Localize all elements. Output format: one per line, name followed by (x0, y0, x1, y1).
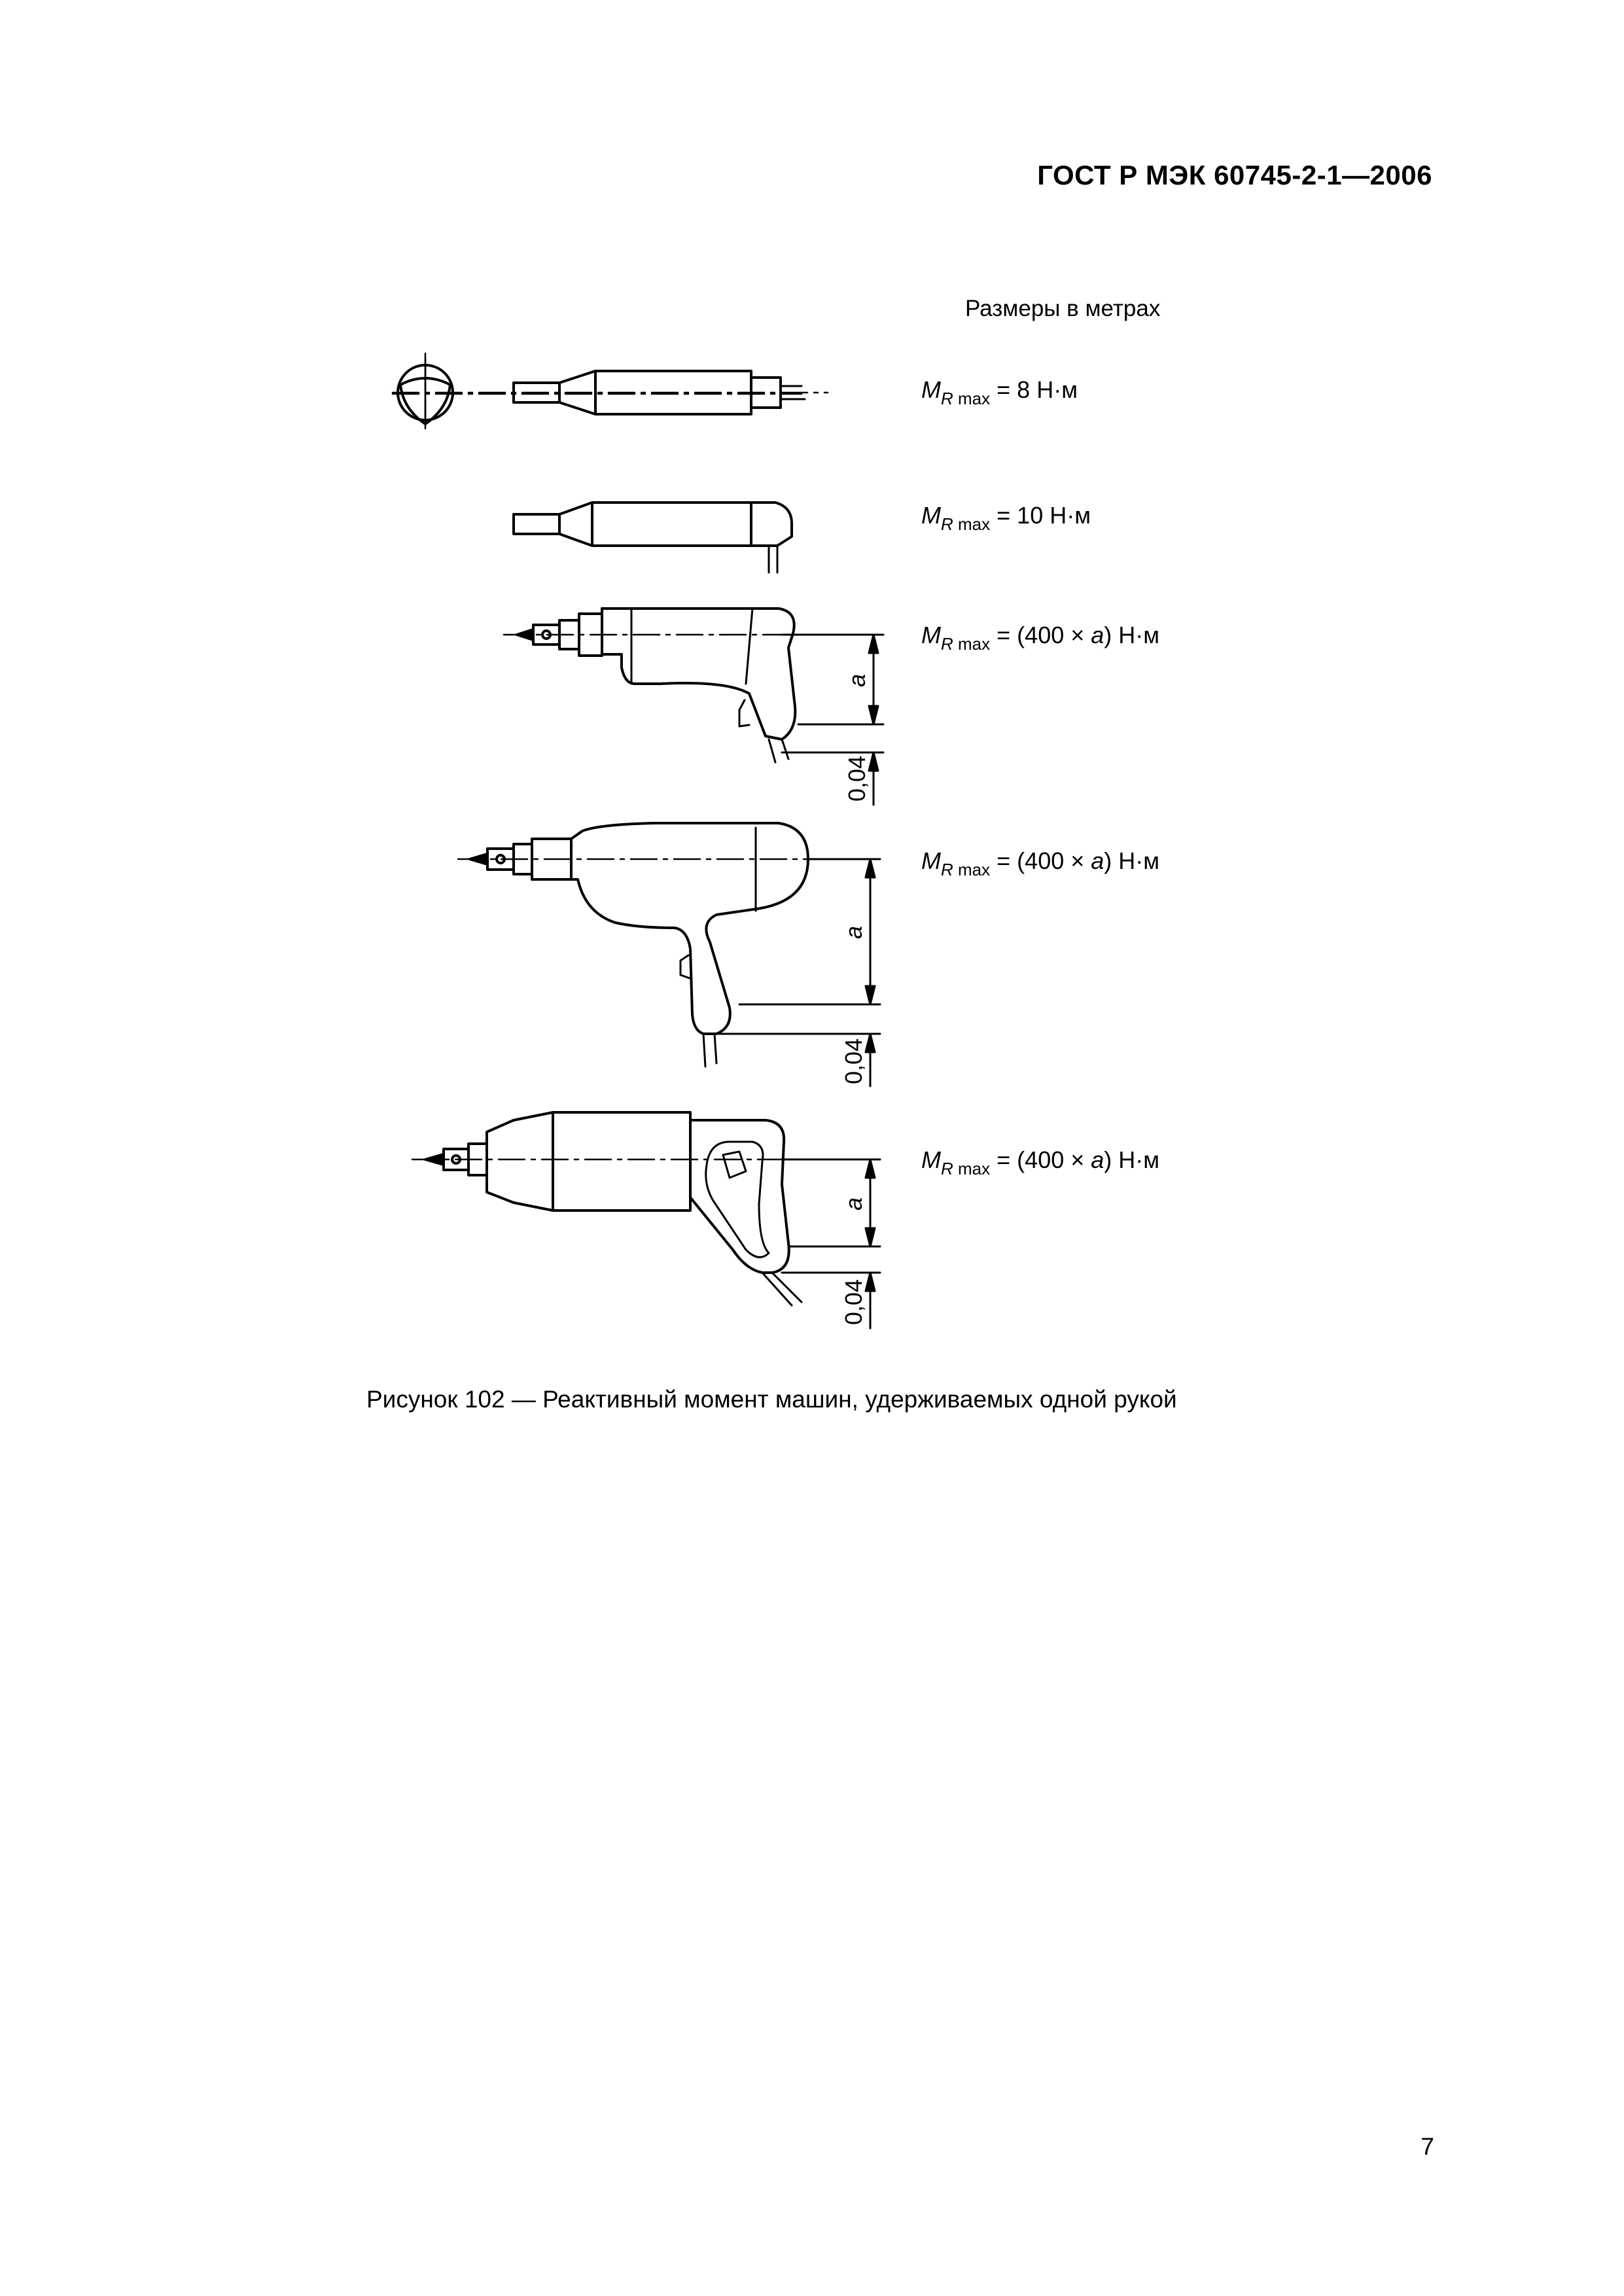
dim-label-offset-tool-3: 0,04 (843, 755, 870, 802)
formula-tool-2: $M_{R max} = 10$ Н·м (921, 502, 1091, 534)
figure-caption: Рисунок 102 — Реактивный момент машин, удерживаемых одной рукой (366, 1386, 1177, 1413)
dim-label-a-tool-5: a (840, 1197, 867, 1211)
formula-tool-4: $M_{R max} = (400 \times a)$ Н·м (921, 847, 1160, 879)
tool-1-straight-round (393, 353, 828, 425)
dim-label-offset-tool-5: 0,04 (840, 1279, 867, 1326)
formula-tool-3: $M_{R max} = (400 \times a)$ Н·м (921, 622, 1160, 654)
page-number: 7 (1421, 2133, 1434, 2160)
dim-label-a-tool-3: a (843, 673, 870, 688)
tool-3-pistol-drill (504, 609, 883, 762)
dim-label-offset-tool-4: 0,04 (840, 1038, 867, 1085)
formula-tool-5: $M_{R max} = (400 \times a)$ Н·м (921, 1146, 1160, 1178)
tool-5-loop-handle-drill (412, 1112, 880, 1305)
formula-tool-1: $M_{R max} = 8$ Н·м (921, 376, 1078, 408)
dim-label-a-tool-4: a (840, 925, 867, 940)
units-note: Размеры в метрах (965, 296, 1161, 321)
standard-code-header: ГОСТ Р МЭК 60745-2-1—2006 (1037, 160, 1432, 190)
